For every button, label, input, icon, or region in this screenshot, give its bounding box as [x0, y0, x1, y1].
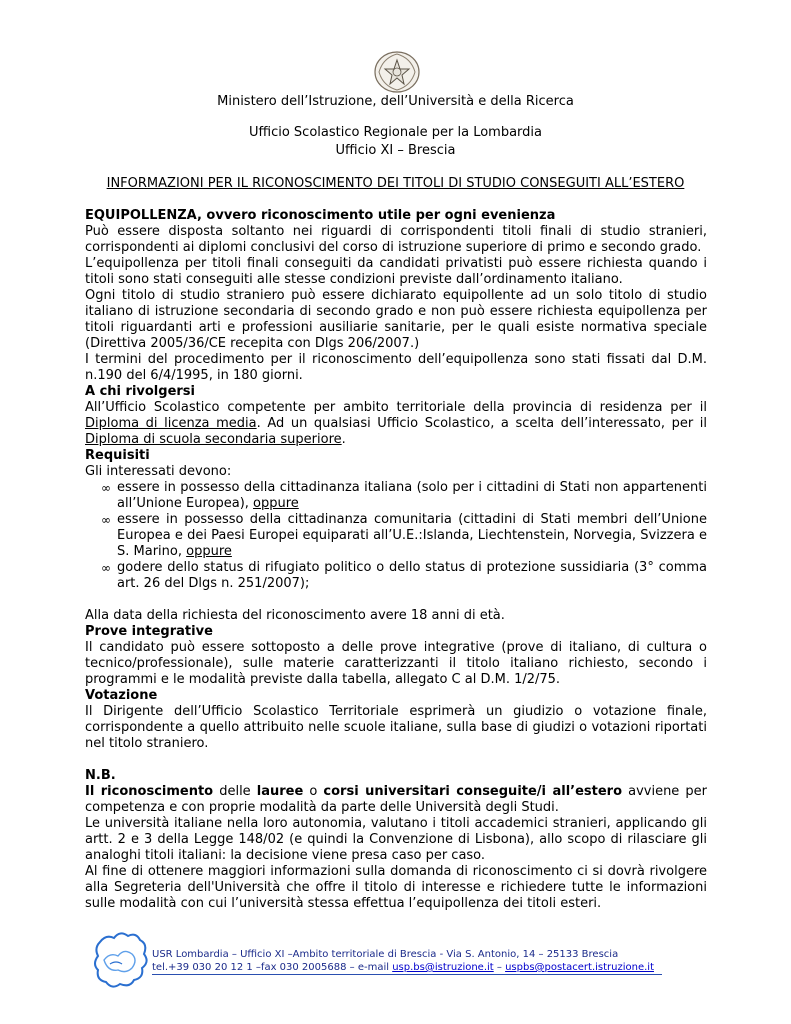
nb-bold-2: lauree [256, 784, 304, 799]
document-title-text: INFORMAZIONI PER IL RICONOSCIMENTO DEI TITOLI DI STUDIO CONSEGUITI ALL’ESTERO [106, 176, 685, 191]
document-title [0, 176, 791, 192]
oppure-label: oppure [186, 544, 232, 559]
list-item [101, 512, 707, 560]
equipollenza-paragraph-3: Ogni titolo di studio straniero può essere dichiarato equipollente ad un solo titolo di studio italiano di istruzione secondaria di secondo grado e non può essere richiesta equipollenza per titoli riguardanti arti e professioni ausiliarie sanitarie, per le quali esiste normativa speciale (Direttiva 2005/36/CE recepita con Dlgs 206/2007.) [85, 288, 707, 351]
office-name: Ufficio Scolastico Regionale per la Lombardia [248, 125, 543, 140]
requisiti-intro: Gli interessati devono: [85, 464, 232, 479]
footer-contacts [152, 961, 654, 974]
ministry-name: Ministero dell’Istruzione, dell’Università e della Ricerca [217, 94, 574, 109]
list-item-text: godere dello status di rifugiato politico o dello status di protezione sussidiaria (3° comma art. 26 del Dlgs n. 251/2007); [117, 560, 707, 591]
nb-paragraph-1 [85, 784, 707, 816]
link-diploma-scuola-secondaria[interactable]: Diploma di scuola secondaria superiore [85, 432, 342, 447]
footer-divider [152, 974, 662, 975]
requisiti-heading: Requisiti [85, 448, 150, 463]
rivolgersi-text-1: All’Ufficio Scolastico competente per ambito territoriale della provincia di residenza per il [85, 400, 707, 415]
list-item [101, 480, 707, 512]
infinity-bullet-icon: ∞ [101, 561, 111, 575]
nb-heading: N.B. [85, 768, 116, 783]
italian-republic-emblem-icon [373, 50, 421, 94]
list-item-text: essere in possesso della cittadinanza italiana (solo per i cittadini di Stati non appartenenti all’Unione Europea), [117, 480, 707, 511]
footer-phone-fax: tel.+39 030 20 12 1 –fax 030 2005688 – e-mail [152, 962, 393, 973]
infinity-bullet-icon: ∞ [101, 481, 111, 495]
nb-bold-1: Il riconoscimento [85, 784, 214, 799]
footer [152, 948, 654, 974]
nb-paragraph-2: Le università italiane nella loro autonomia, valutano i titoli accademici stranieri, applicando gli artt. 2 e 3 della Legge 148/02 (e quindi la Convenzione di Lisbona), allo scopo di rilasciare gli analoghi titoli italiani: la decisione viene presa caso per caso. [85, 816, 707, 863]
prove-heading: Prove integrative [85, 624, 213, 639]
infinity-bullet-icon: ∞ [101, 513, 111, 527]
nb-text-3: avviene per competenza e con proprie modalità da parte delle Università degli Studi. [85, 784, 707, 815]
equipollenza-paragraph-4: I termini del procedimento per il riconoscimento dell’equipollenza sono stati fissati dal D.M. n.190 del 6/4/1995, in 180 giorni. [85, 352, 707, 383]
nb-text-1: delle [213, 784, 257, 799]
footer-address: USR Lombardia – Ufficio XI –Ambito territoriale di Brescia - Via S. Antonio, 14 – 25133 Brescia [152, 949, 619, 960]
votazione-heading: Votazione [85, 688, 158, 703]
sub-office-name: Ufficio XI – Brescia [335, 143, 456, 158]
list-item-text: essere in possesso della cittadinanza comunitaria (cittadini di Stati membri dell’Unione Europea e dei Paesi Europei equiparati all’U.E.:Islanda, Liechtenstein, Norvegia, Svizzera e S. Marino, [117, 512, 707, 559]
rivolgersi-text-2: . Ad un qualsiasi Ufficio Scolastico, a scelta dell’interessato, per il [256, 416, 707, 431]
nb-text-2: o [303, 784, 324, 799]
requisiti-age: Alla data della richiesta del riconoscimento avere 18 anni di età. [85, 608, 505, 623]
oppure-label: oppure [253, 496, 299, 511]
lombardia-map-logo-icon [90, 926, 152, 1012]
requisiti-list [85, 480, 707, 592]
email-link-usp[interactable]: usp.bs@istruzione.it [392, 962, 494, 973]
equipollenza-heading: EQUIPOLLENZA, ovvero riconoscimento utile per ogni evenienza [85, 208, 556, 223]
equipollenza-paragraph-1: Può essere disposta soltanto nei riguardi di corrispondenti titoli finali di studio stranieri, corrispondenti ai diplomi conclusivi del corso di istruzione superiore di primo e secondo grado. [85, 224, 707, 255]
document-body [85, 208, 707, 912]
nb-bold-3: corsi universitari conseguite/i all’estero [323, 784, 623, 799]
email-link-pec[interactable]: uspbs@postacert.istruzione.it [505, 962, 654, 973]
prove-paragraph: Il candidato può essere sottoposto a delle prove integrative (prove di italiano, di cultura o tecnico/professionale), sulle materie caratterizzanti il titolo italiano richiesto, secondo i programmi e le modalità previste dalla tabella, allegato C al D.M. 1/2/75. [85, 640, 707, 687]
votazione-paragraph: Il Dirigente dell’Ufficio Scolastico Territoriale esprimerà un giudizio o votazione finale, corrispondente a quello attribuito nelle scuole italiane, sulla base di giudizi o votazioni riportati nel titolo straniero. [85, 704, 707, 751]
nb-paragraph-3: Al fine di ottenere maggiori informazioni sulla domanda di riconoscimento ci si dovrà rivolgere alla Segreteria dell'Università che offre il titolo di interesse e richiedere tutte le informazioni sulle modalità con cui l’università stessa effettua l’equipollenza dei titoli esteri. [85, 864, 707, 911]
rivolgersi-text-3: . [341, 432, 346, 447]
footer-separator: – [493, 962, 506, 973]
list-item [101, 560, 707, 592]
rivolgersi-heading: A chi rivolgersi [85, 384, 195, 399]
rivolgersi-paragraph [85, 400, 707, 448]
link-diploma-licenza-media[interactable]: Diploma di licenza media [85, 416, 257, 431]
equipollenza-paragraph-2: L’equipollenza per titoli finali conseguiti da candidati privatisti può essere richiesta quando i titoli sono stati conseguiti alle stesse condizioni previste dall’ordinamento italiano. [85, 256, 707, 287]
